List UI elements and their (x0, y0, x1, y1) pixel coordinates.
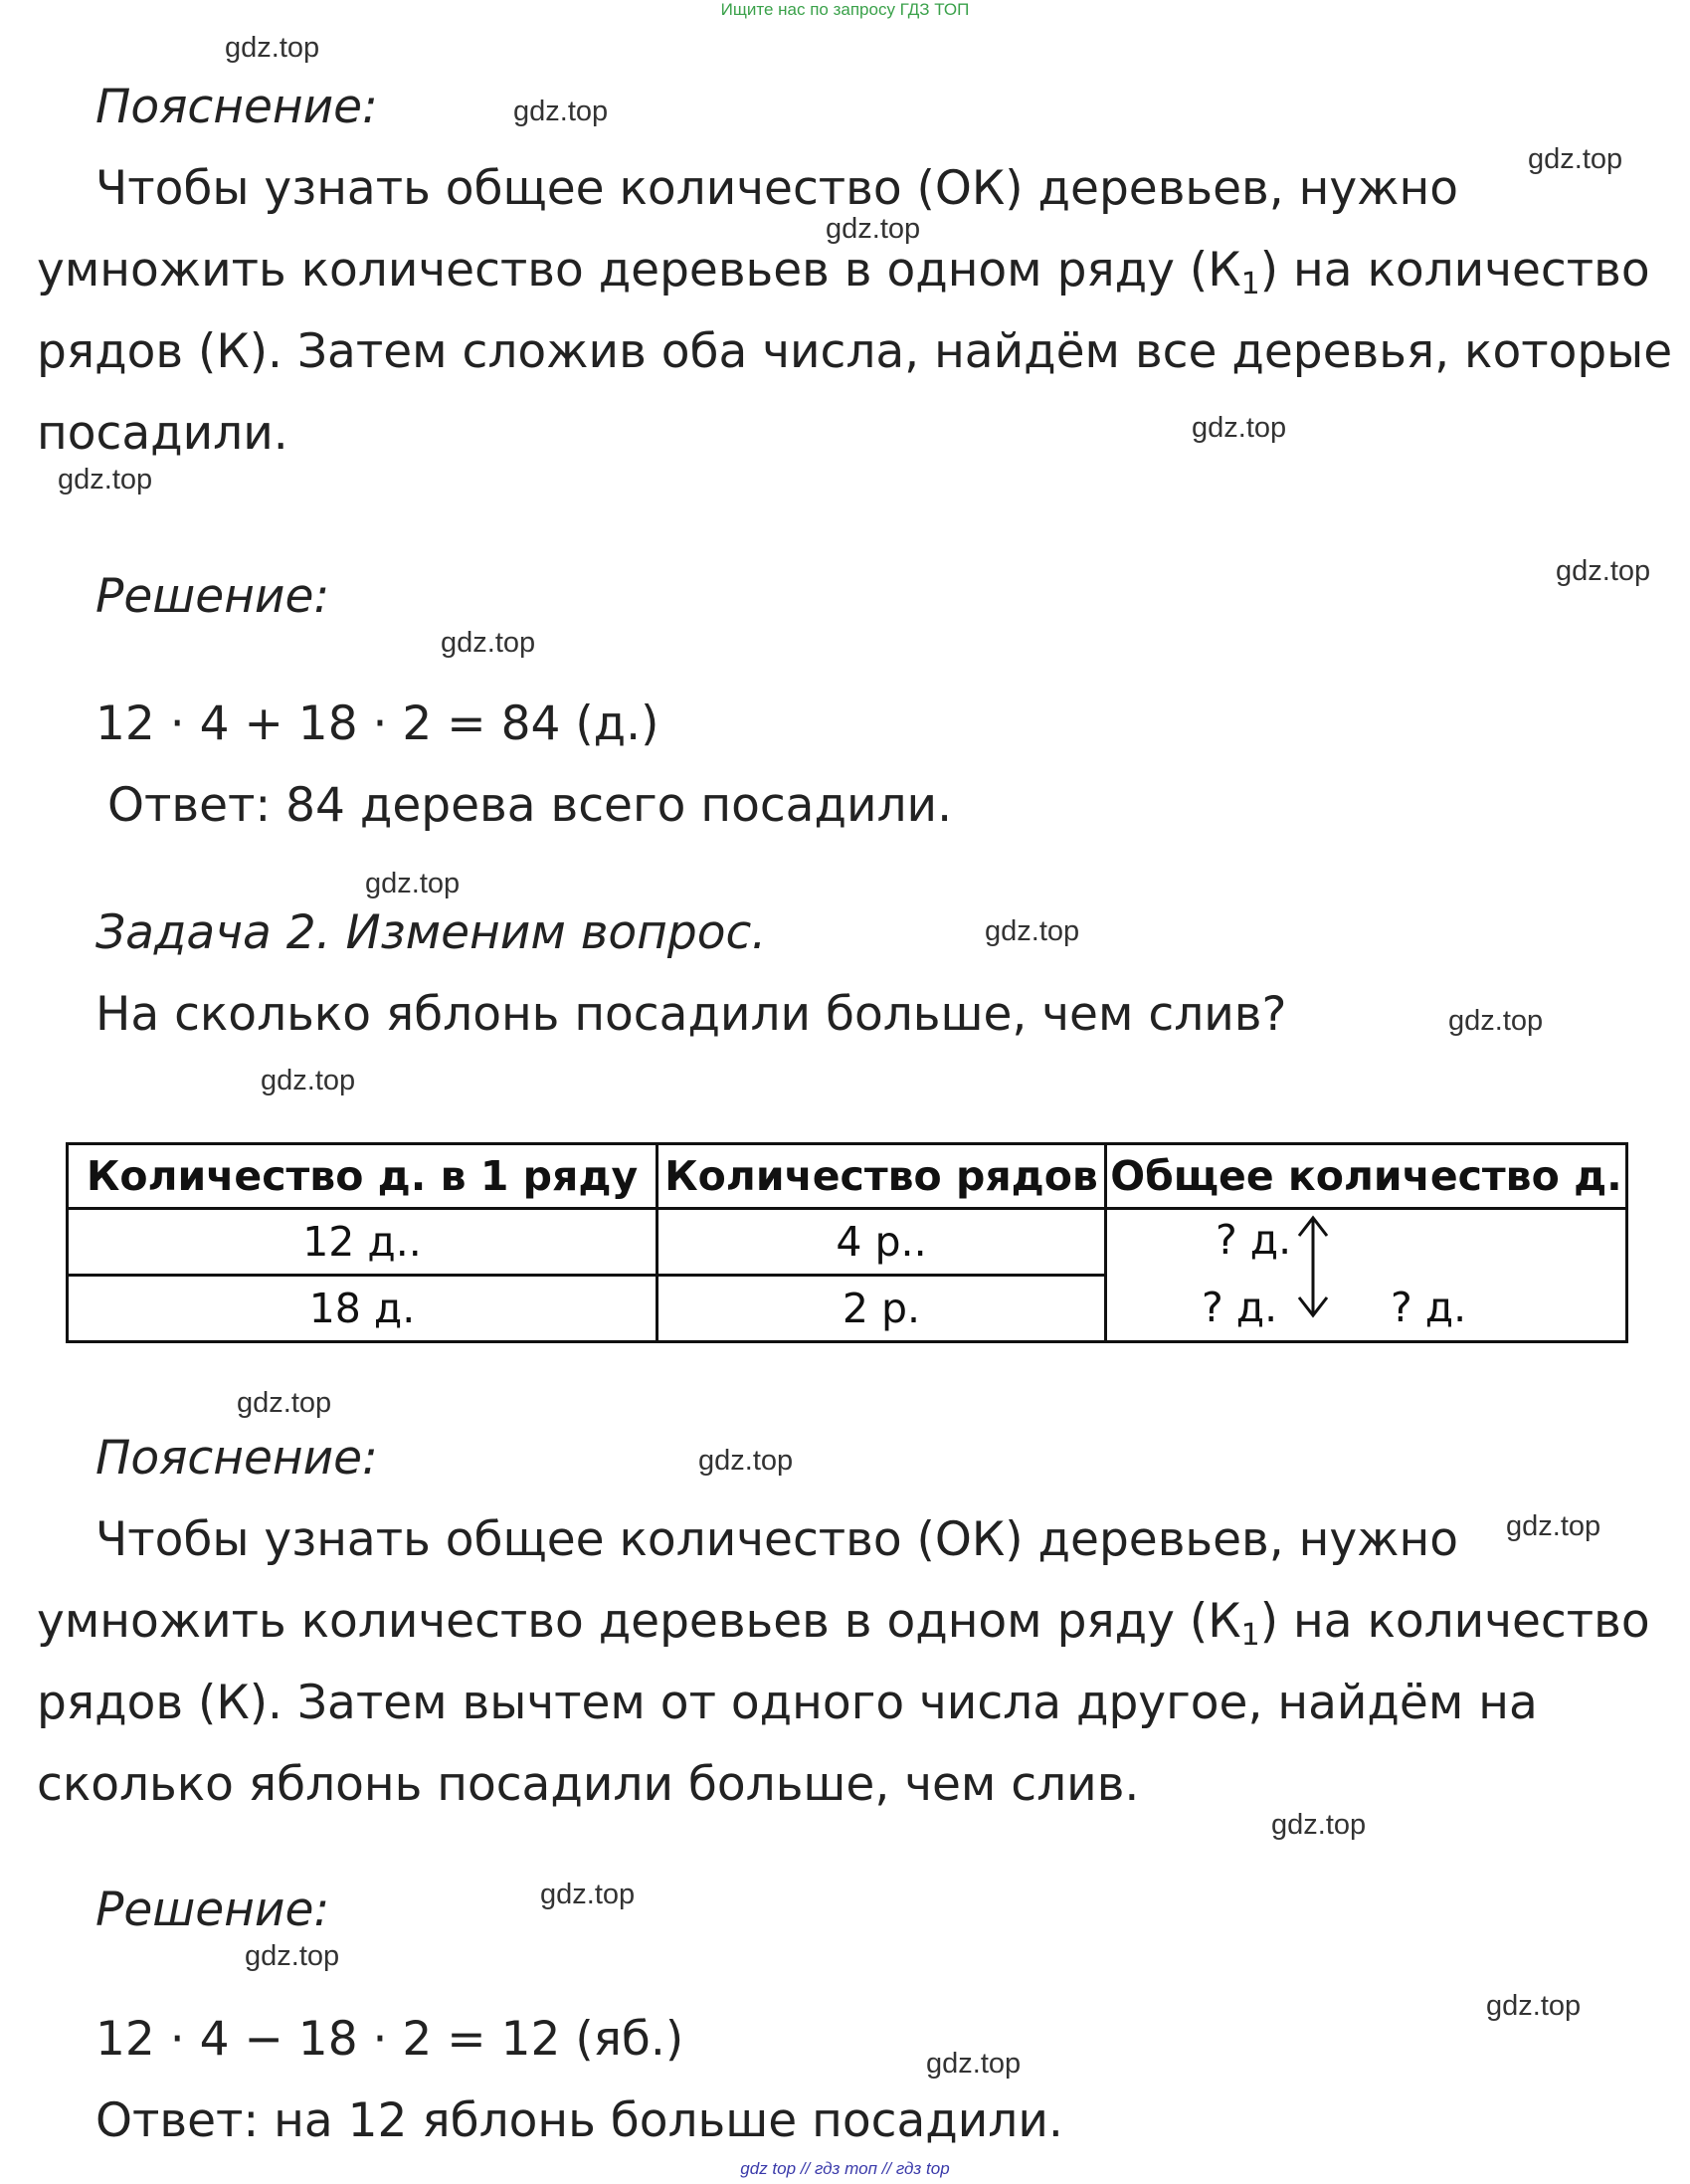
task-question: На сколько яблонь посадили больше, чем слив? (95, 987, 1287, 1042)
watermark: gdz.top (513, 96, 609, 127)
explanation-heading: Пояснение: (95, 80, 378, 134)
watermark: gdz.top (1192, 412, 1287, 444)
table-cell: 4 р.. (657, 1209, 1106, 1276)
watermark: gdz.top (441, 627, 536, 659)
answer: Ответ: на 12 яблонь больше посадили. (95, 2093, 1063, 2148)
explanation-line: сколько яблонь посадили больше, чем слив. (37, 1757, 1140, 1812)
column-header: Общее количество д. (1106, 1144, 1627, 1209)
watermark: gdz.top (1486, 1990, 1582, 2022)
explanation-heading: Пояснение: (95, 1431, 378, 1486)
explanation-line: умножить количество деревьев в одном ряду $(К_1)$ на количество (37, 243, 1650, 301)
solution-heading: Решение: (95, 1883, 330, 1937)
explanation-line: рядов (К). Затем вычтем от одного числа другое, найдём на (37, 1676, 1538, 1730)
watermark: gdz.top (826, 213, 921, 245)
table-cell: 12 д.. (68, 1209, 657, 1276)
table-cell: 2 р. (657, 1276, 1106, 1342)
column-header: Количество рядов (657, 1144, 1106, 1209)
watermark: gdz.top (245, 1940, 340, 1972)
total-question-2: ? д. (1202, 1284, 1278, 1331)
explanation-line: умножить количество деревьев в одном ряду $(К_1)$ на количество (37, 1594, 1650, 1653)
watermark: gdz.top (365, 868, 461, 899)
total-question-1: ? д. (1216, 1216, 1292, 1264)
watermark: gdz.top (237, 1387, 332, 1419)
difference-question: ? д. (1391, 1284, 1467, 1331)
bottom-banner: gdz top // гдз топ // гдз top (740, 2159, 950, 2178)
watermark: gdz.top (58, 464, 153, 496)
table-cell: 18 д. (68, 1276, 657, 1342)
watermark: gdz.top (1528, 143, 1623, 175)
table-header-row (68, 1144, 1627, 1209)
watermark: gdz.top (1556, 555, 1651, 587)
watermark: gdz.top (926, 2048, 1022, 2080)
double-arrow-icon (1293, 1212, 1333, 1323)
explanation-line: Чтобы узнать общее количество (ОК) деревьев, нужно (95, 1512, 1458, 1567)
explanation-line: рядов (К). Затем сложив оба числа, найдём все деревья, которые (37, 324, 1673, 379)
column-header: Количество д. в 1 ряду (68, 1144, 657, 1209)
top-banner: Ищите нас по запросу ГДЗ ТОП (720, 0, 970, 19)
total-cell (1106, 1209, 1627, 1342)
watermark: gdz.top (698, 1445, 794, 1477)
table-row (68, 1209, 1627, 1276)
solution-equation: 12 · 4 − 18 · 2 = 12 (яб.) (95, 2012, 684, 2067)
task-title: Задача 2. Изменим вопрос. (95, 905, 767, 960)
watermark: gdz.top (225, 32, 320, 64)
solution-heading: Решение: (95, 569, 330, 624)
watermark: gdz.top (985, 915, 1080, 947)
watermark: gdz.top (1506, 1510, 1601, 1542)
solution-equation: 12 · 4 + 18 · 2 = 84 (д.) (95, 696, 659, 751)
explanation-line: посадили. (37, 406, 288, 461)
watermark: gdz.top (261, 1065, 356, 1096)
answer: Ответ: 84 дерева всего посадили. (107, 778, 953, 833)
watermark: gdz.top (540, 1879, 636, 1910)
watermark: gdz.top (1448, 1005, 1544, 1037)
watermark: gdz.top (1271, 1809, 1367, 1841)
explanation-line: Чтобы узнать общее количество (ОК) деревьев, нужно (95, 161, 1458, 216)
